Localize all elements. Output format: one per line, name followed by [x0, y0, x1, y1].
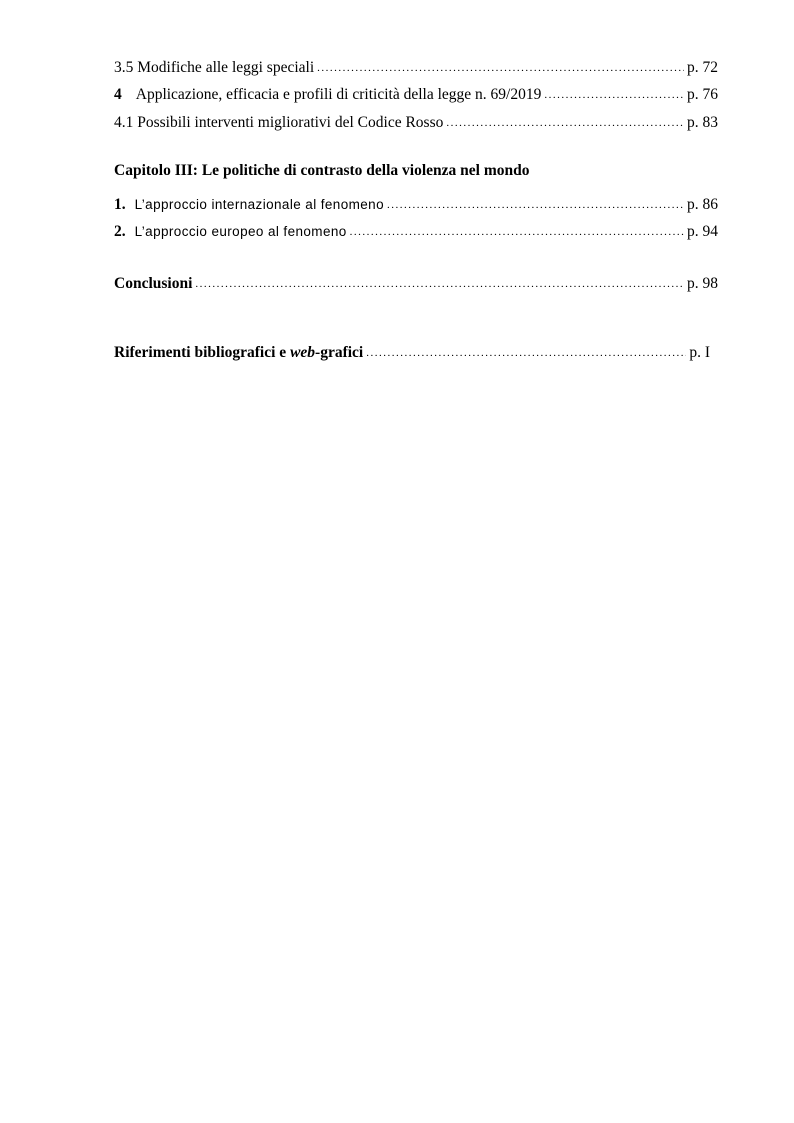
toc-entry-page: p. 94: [687, 223, 718, 240]
dot-leader: [446, 114, 684, 132]
toc-entry-page: p. 98: [687, 275, 718, 292]
dot-leader: [195, 275, 684, 293]
toc-entry-ch3-1: [114, 196, 718, 215]
references-label-end: -grafici: [315, 344, 364, 361]
toc-entry-page: p. I: [689, 344, 710, 361]
toc-entry-page: p. 72: [687, 59, 718, 76]
toc-entry-label: Applicazione, efficacia e profili di criticità della legge n. 69/2019: [135, 86, 542, 103]
toc-entry-conclusions: [114, 275, 718, 294]
toc-entry-page: p. 76: [687, 86, 718, 103]
toc-entry-label: L’approccio internazionale al fenomeno: [134, 197, 384, 212]
toc-entry-number: 1.: [114, 196, 126, 213]
toc-entry-page: p. 86: [687, 196, 718, 213]
toc-entry-label: 3.5 Modifiche alle leggi speciali: [114, 59, 315, 76]
toc-entry-number: 4: [114, 86, 122, 103]
dot-leader: [317, 59, 684, 77]
dot-leader: [366, 344, 686, 362]
toc-entry-4: [114, 86, 718, 105]
references-label-start: Riferimenti bibliografici e: [114, 344, 291, 361]
toc-entry-label: [114, 344, 363, 362]
dot-leader: [544, 86, 684, 104]
toc-entry-references: [114, 344, 710, 363]
toc-entry-4-1: [114, 114, 718, 133]
toc-entry-ch3-2: [114, 223, 718, 242]
toc-entry-label: Conclusioni: [114, 275, 193, 292]
toc-entry-label: L’approccio europeo al fenomeno: [134, 224, 347, 239]
toc-entry-3-5: [114, 59, 718, 78]
toc-entry-label: 4.1 Possibili interventi migliorativi del Codice Rosso: [114, 114, 444, 131]
chapter-title: Capitolo III: Le politiche di contrasto della violenza nel mondo: [114, 162, 530, 179]
toc-entry-number: 2.: [114, 223, 126, 240]
toc-entry-page: p. 83: [687, 114, 718, 131]
dot-leader: [387, 196, 684, 214]
references-label-em: web: [290, 344, 316, 361]
dot-leader: [350, 223, 684, 241]
